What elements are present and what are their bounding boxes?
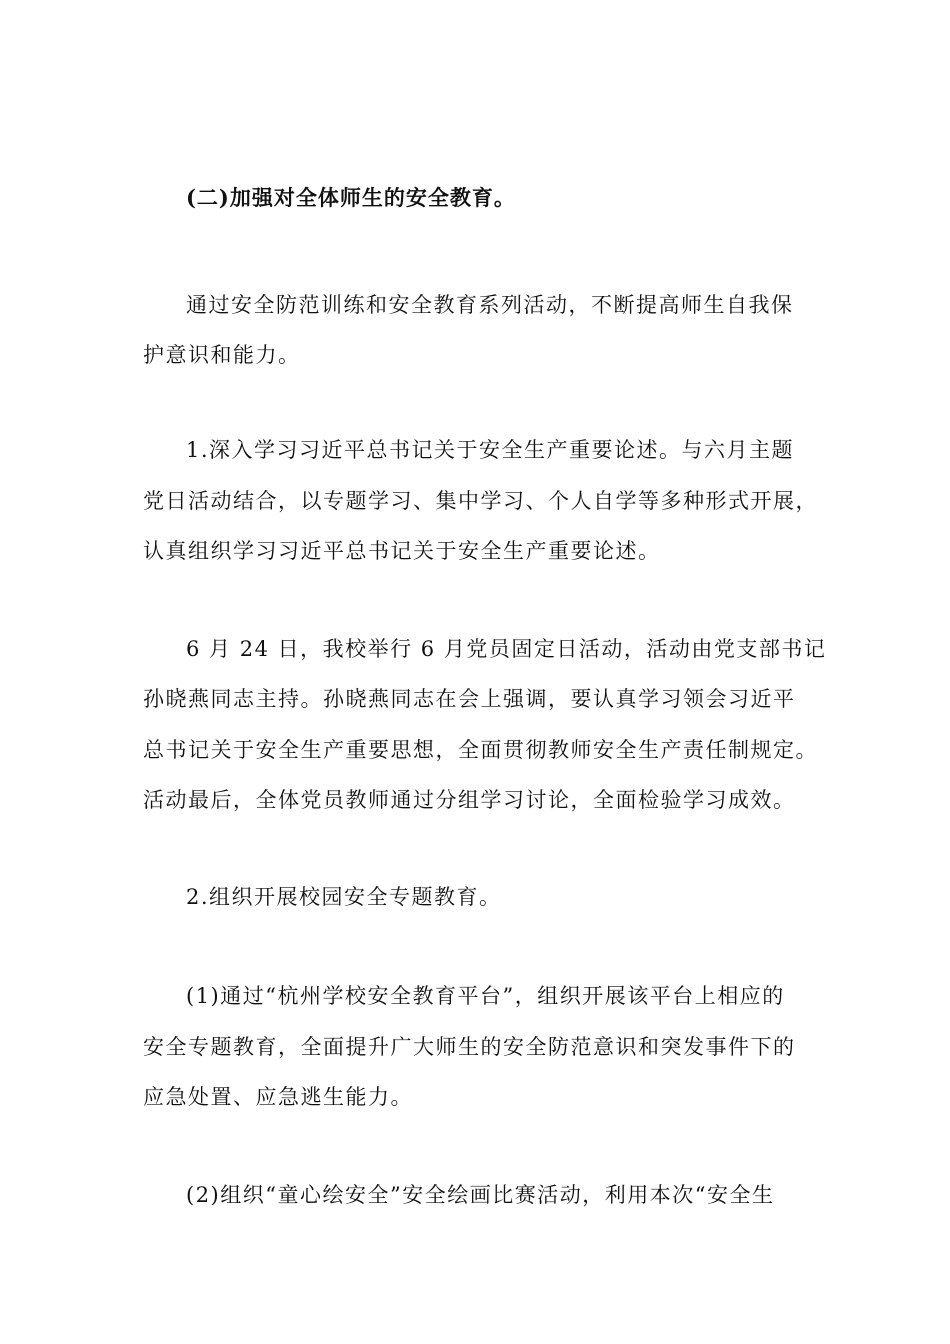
- paragraph-line: 2.组织开展校园安全专题教育。: [186, 885, 502, 909]
- paragraph-line: (2)组织“童心绘安全”安全绘画比赛活动，利用本次“安全生: [186, 1183, 775, 1207]
- paragraph-line: 孙晓燕同志主持。孙晓燕同志在会上强调，要认真学习领会习近平: [143, 687, 796, 711]
- paragraph-line: 应急处置、应急逃生能力。: [143, 1085, 413, 1109]
- paragraph-line: 6 月 24 日，我校举行 6 月党员固定日活动，活动由党支部书记: [186, 637, 827, 661]
- paragraph-line: 安全专题教育，全面提升广大师生的安全防范意识和突发事件下的: [143, 1035, 796, 1059]
- paragraph-line: 通过安全防范训练和安全教育系列活动，不断提高师生自我保: [186, 293, 794, 317]
- paragraph-line: 认真组织学习习近平总书记关于安全生产重要论述。: [143, 539, 661, 563]
- paragraph-line: 护意识和能力。: [143, 343, 301, 367]
- paragraph-line: 1.深入学习习近平总书记关于安全生产重要论述。与六月主题: [186, 438, 795, 462]
- paragraph-line: 活动最后，全体党员教师通过分组学习讨论，全面检验学习成效。: [143, 788, 796, 812]
- paragraph-line: (1)通过“杭州学校安全教育平台”，组织开展该平台上相应的: [186, 984, 785, 1008]
- paragraph-line: 党日活动结合，以专题学习、集中学习、个人自学等多种形式开展，: [143, 489, 818, 513]
- paragraph-line: 总书记关于安全生产重要思想，全面贯彻教师安全生产责任制规定。: [143, 738, 818, 762]
- section-heading: (二)加强对全体师生的安全教育。: [186, 185, 516, 210]
